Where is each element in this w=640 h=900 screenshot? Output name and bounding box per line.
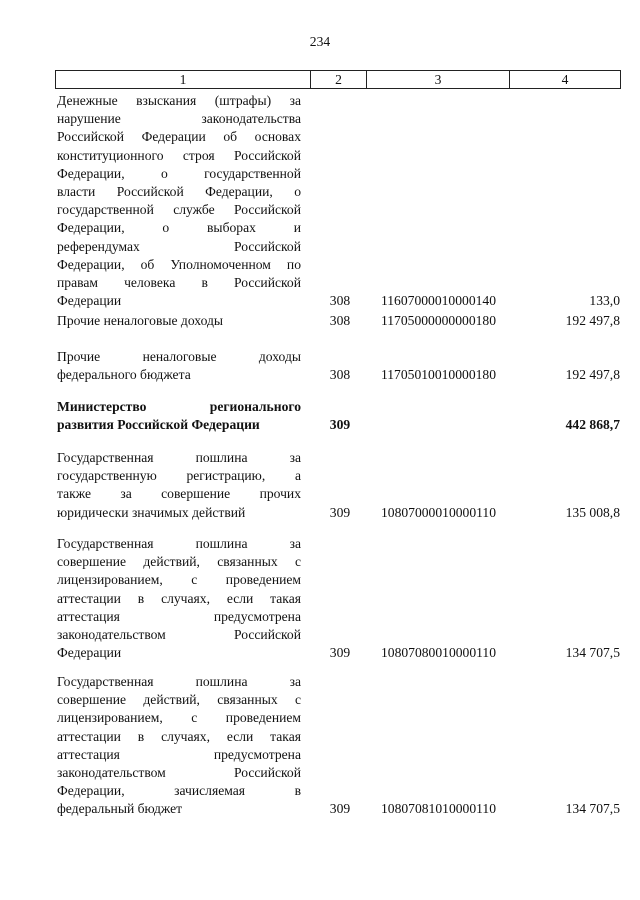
description-line: государственной службе Российской bbox=[57, 202, 301, 218]
description-line: законодательством Российской bbox=[57, 764, 301, 780]
admin-code: 309 bbox=[329, 801, 351, 817]
description-line: Министерство регионального bbox=[57, 399, 301, 414]
description-line: Федерации bbox=[57, 293, 122, 309]
description-line: Государственная пошлина за bbox=[57, 536, 301, 551]
description-line: Федерации bbox=[57, 645, 122, 661]
revenue-code: 11607000010000140 bbox=[380, 293, 497, 309]
description-line: референдумах Российской bbox=[57, 238, 301, 254]
description-line: аттестации в случаях, если такая bbox=[57, 590, 301, 606]
admin-code: 308 bbox=[329, 367, 351, 383]
table-header bbox=[55, 70, 621, 89]
amount: 134 707,5 bbox=[565, 645, 620, 661]
row-description bbox=[57, 92, 301, 310]
admin-code: 309 bbox=[329, 645, 351, 661]
header-col-1: 1 bbox=[56, 71, 311, 88]
description-line: Прочие неналоговые доходы bbox=[57, 349, 301, 364]
description-line: Прочие неналоговые доходы bbox=[57, 313, 224, 328]
admin-code: 308 bbox=[329, 293, 351, 309]
header-col-3: 3 bbox=[367, 71, 510, 88]
row-description bbox=[57, 535, 301, 662]
amount: 192 497,8 bbox=[565, 367, 620, 383]
amount: 133,0 bbox=[589, 293, 620, 309]
row-description bbox=[57, 348, 301, 384]
description-line: совершение действий, связанных с bbox=[57, 554, 301, 570]
row-description bbox=[57, 449, 301, 522]
description-line: государственную регистрацию, а bbox=[57, 468, 301, 484]
description-line: лицензированием, с проведением bbox=[57, 572, 301, 588]
description-line: аттестация предусмотрена bbox=[57, 608, 301, 624]
revenue-code: 11705010010000180 bbox=[380, 367, 497, 383]
amount: 135 008,8 bbox=[565, 504, 620, 520]
description-line: юридически значимых действий bbox=[57, 504, 246, 520]
description-line: Федерации, о выборах и bbox=[57, 220, 301, 236]
description-line: Федерации, о государственной bbox=[57, 165, 301, 181]
amount: 442 868,7 bbox=[565, 417, 620, 433]
revenue-code: 10807081010000110 bbox=[380, 801, 497, 817]
description-line: аттестация предусмотрена bbox=[57, 746, 301, 762]
description-line: Государственная пошлина за bbox=[57, 450, 301, 465]
description-line: Федерации, зачисляемая в bbox=[57, 783, 301, 799]
admin-code: 308 bbox=[329, 313, 351, 328]
header-col-2: 2 bbox=[311, 71, 367, 88]
description-line: также за совершение прочих bbox=[57, 486, 301, 502]
description-line: правам человека в Российской bbox=[57, 274, 301, 290]
description-line: развития Российской Федерации bbox=[57, 417, 260, 433]
description-line: Государственная пошлина за bbox=[57, 674, 301, 689]
revenue-code: 10807000010000110 bbox=[380, 504, 497, 520]
description-line: аттестации в случаях, если такая bbox=[57, 728, 301, 744]
admin-code: 309 bbox=[329, 504, 351, 520]
description-line: федерального бюджета bbox=[57, 367, 191, 383]
description-line: совершение действий, связанных с bbox=[57, 692, 301, 708]
description-line: конституционного строя Российской bbox=[57, 147, 301, 163]
description-line: лицензированием, с проведением bbox=[57, 710, 301, 726]
row-description bbox=[57, 312, 301, 330]
row-description bbox=[57, 673, 301, 819]
description-line: законодательством Российской bbox=[57, 626, 301, 642]
admin-code: 309 bbox=[329, 417, 351, 433]
description-line: Федерации, об Уполномоченном по bbox=[57, 256, 301, 272]
revenue-code: 11705000000000180 bbox=[380, 313, 497, 328]
row-description bbox=[57, 398, 301, 434]
header-col-4: 4 bbox=[561, 72, 569, 87]
description-line: Денежные взыскания (штрафы) за bbox=[57, 93, 301, 108]
revenue-code: 10807080010000110 bbox=[380, 645, 497, 661]
page-number: 234 bbox=[309, 34, 331, 49]
description-line: Российской Федерации об основах bbox=[57, 129, 301, 145]
description-line: власти Российской Федерации, о bbox=[57, 183, 301, 199]
amount: 134 707,5 bbox=[565, 801, 620, 817]
description-line: нарушение законодательства bbox=[57, 111, 301, 127]
description-line: федеральный бюджет bbox=[57, 801, 183, 817]
amount: 192 497,8 bbox=[565, 313, 620, 328]
